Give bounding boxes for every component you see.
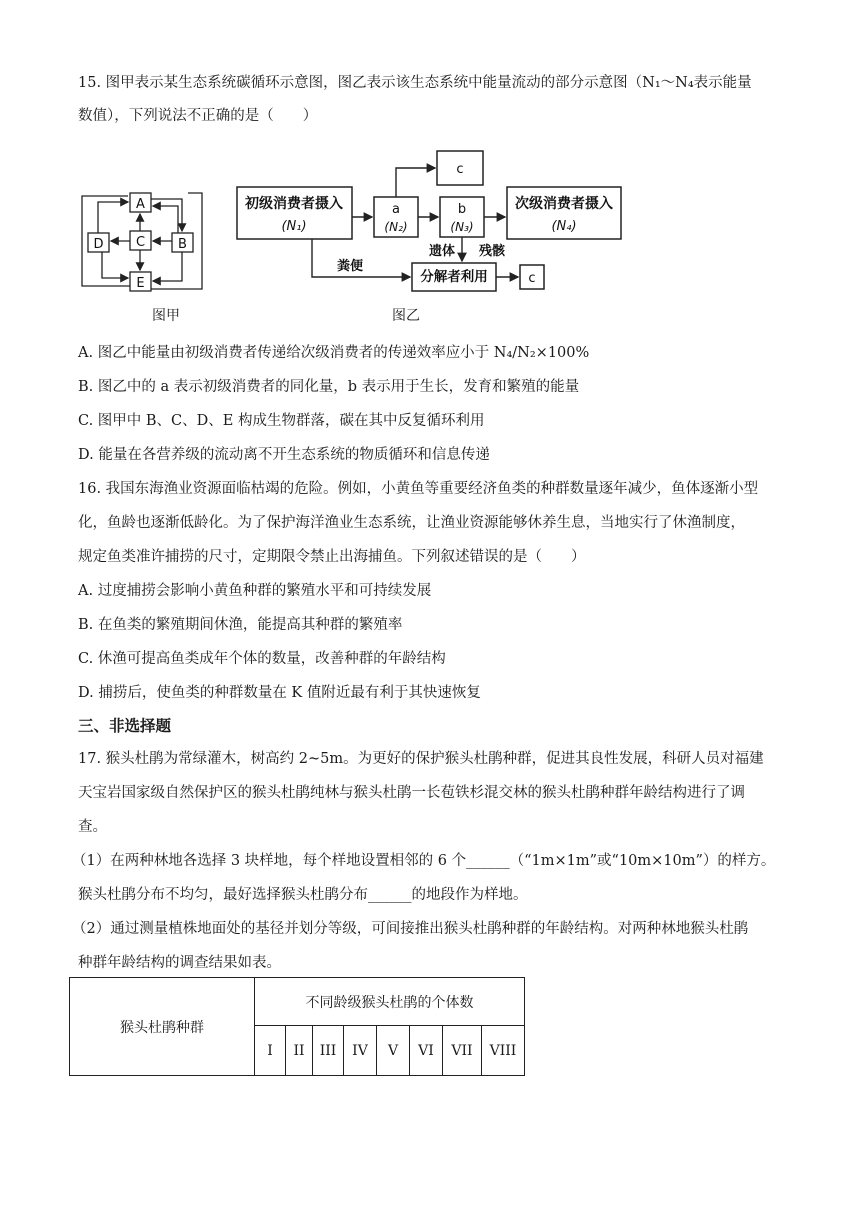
secondary-consumer-label: 次级消费者摄入 [515, 196, 613, 212]
table-row-header: 猴头杜鹃种群 [70, 978, 255, 1076]
table-class-header: VII [443, 1026, 482, 1076]
q16-stem-line1: 16. 我国东海渔业资源面临枯竭的危险。例如，小黄鱼等重要经济鱼类的种群数量逐年减少，鱼体逐渐小型 [78, 481, 759, 497]
q16-option-b: B. 在鱼类的繁殖期间休渔，能提高其种群的繁殖率 [78, 617, 403, 633]
q16-option-a: A. 过度捕捞会影响小黄鱼种群的繁殖水平和可持续发展 [78, 583, 432, 599]
box-a-n: (N₂) [384, 220, 408, 234]
box-b-n: (N₃) [450, 220, 474, 234]
q17-stem-line1: 17. 猴头杜鹃为常绿灌木，树高约 2~5m。为更好的保护猴头杜鹃种群，促进其良性发展，科研人员对福建 [78, 751, 764, 767]
remains-label: 遗体 [428, 244, 456, 259]
node-a-label: A [136, 197, 145, 212]
q17-stem-line3: 查。 [78, 819, 107, 835]
q17-stem-line2: 天宝岩国家级自然保护区的猴头杜鹃纯林与猴头杜鹃一长苞铁杉混交林的猴头杜鹃种群年龄结构进行了调 [78, 785, 745, 801]
q15-option-c: C. 图甲中 B、C、D、E 构成生物群落，碳在其中反复循环利用 [78, 413, 485, 429]
figA-caption: 图甲 [152, 308, 180, 324]
box-c-top-label: c [456, 162, 464, 177]
q15-stem-line1: 15. 图甲表示某生态系统碳循环示意图，图乙表示该生态系统中能量流动的部分示意图（N₁～N₄表示能量 [78, 75, 752, 91]
q16-option-d: D. 捕捞后，使鱼类的种群数量在 K 值附近最有利于其快速恢复 [78, 685, 481, 701]
q15-option-a: A. 图乙中能量由初级消费者传递给次级消费者的传递效率应小于 N₄/N₂×100% [78, 345, 590, 361]
q16-stem-line3: 规定鱼类准许捕捞的尺寸，定期限令禁止出海捕鱼。下列叙述错误的是（ ） [78, 549, 586, 565]
node-b-label: B [178, 237, 187, 252]
table-class-header: VI [410, 1026, 443, 1076]
q16-option-c: C. 休渔可提高鱼类成年个体的数量，改善种群的年龄结构 [78, 651, 446, 667]
table-class-header: III [313, 1026, 344, 1076]
q16-stem-line2: 化，鱼龄也逐渐低龄化。为了保护海洋渔业生态系统，让渔业资源能够休养生息，当地实行了休渔制度， [78, 515, 745, 531]
table-column-group-header: 不同龄级猴头杜鹃的个体数 [255, 978, 525, 1026]
q17-part2-line2: 种群年龄结构的调查结果如表。 [78, 955, 281, 971]
q15-option-b: B. 图乙中的 a 表示初级消费者的同化量，b 表示用于生长，发育和繁殖的能量 [78, 379, 580, 395]
table-class-header: I [255, 1026, 286, 1076]
decomposer-label: 分解者利用 [420, 269, 488, 285]
residue-label: 残骸 [478, 244, 506, 259]
q17-part1-line2: 猴头杜鹃分布不均匀，最好选择猴头杜鹃分布______的地段作为样地。 [78, 887, 528, 903]
table-class-header: V [377, 1026, 410, 1076]
section-3-title: 三、非选择题 [78, 717, 172, 735]
q17-part1-line1: （1）在两种林地各选择 3 块样地，每个样地设置相邻的 6 个______（“1m×1m”或“10m×10m”）的样方。 [72, 853, 776, 869]
figB-caption: 图乙 [392, 308, 420, 324]
table-class-header: II [286, 1026, 313, 1076]
node-d-label: D [93, 237, 104, 252]
primary-consumer-label: 初级消费者摄入 [245, 196, 343, 212]
primary-consumer-n: (N₁) [281, 219, 307, 234]
table-class-header: IV [344, 1026, 377, 1076]
energy-flow-diagram [232, 145, 613, 297]
node-e-label: E [136, 276, 145, 291]
q17-part2-line1: （2）通过测量植株地面处的基径并划分等级，可间接推出猴头杜鹃种群的年龄结构。对两种林地猴头杜鹃 [72, 921, 749, 937]
age-structure-table [69, 977, 525, 1076]
q15-stem-line2: 数值），下列说法不正确的是（ ） [78, 108, 318, 124]
box-b-label: b [457, 202, 467, 217]
table-class-header: VIII [482, 1026, 525, 1076]
box-a-label: a [392, 202, 400, 217]
box-c-bottom-label: c [528, 271, 536, 286]
q15-option-d: D. 能量在各营养级的流动离不开生态系统的物质循环和信息传递 [78, 447, 490, 463]
feces-label: 粪便 [336, 259, 364, 274]
carbon-cycle-diagram [78, 185, 208, 303]
node-c-label: C [135, 235, 146, 250]
secondary-consumer-n: (N₄) [551, 219, 577, 234]
